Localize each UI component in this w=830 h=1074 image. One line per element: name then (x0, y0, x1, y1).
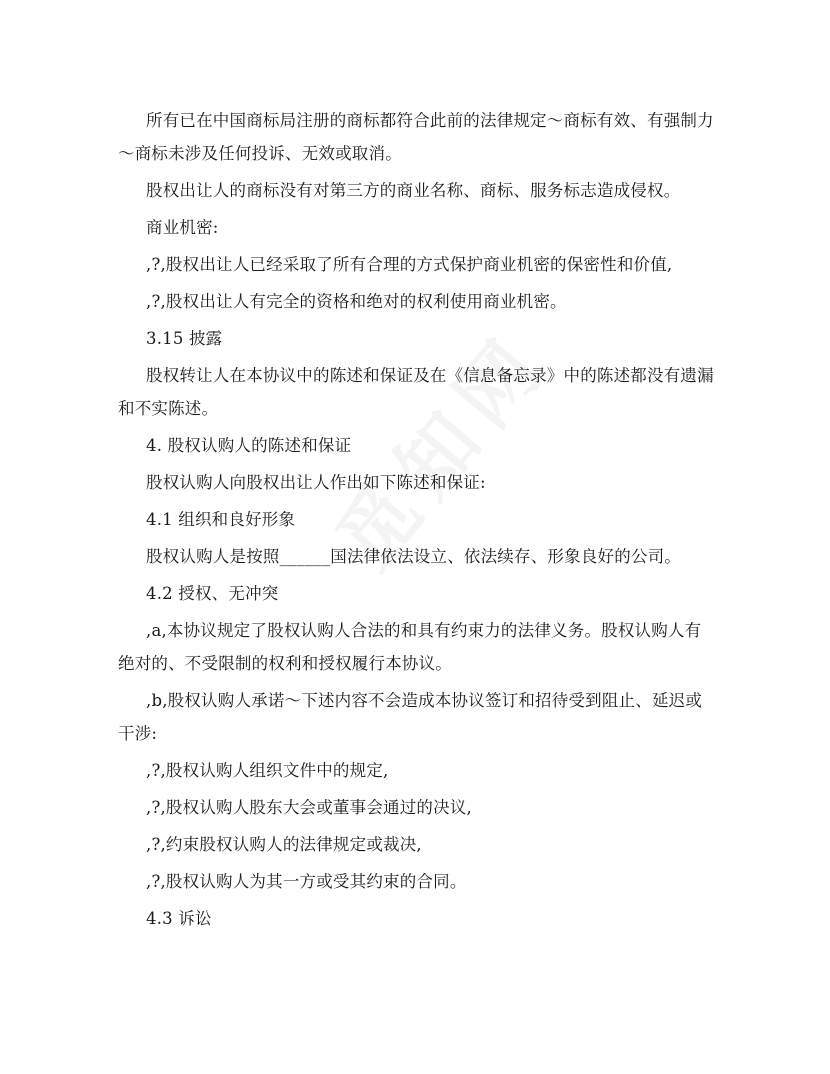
heading-trade-secrets: 商业机密: (146, 218, 219, 237)
list-item: ,?,股权认购人为其一方或受其约束的合同。 (146, 872, 467, 891)
paragraph-4-1: 股权认购人是按照______国法律依法设立、依法续存、形象良好的公司。 (146, 547, 681, 566)
list-item: ,?,约束股权认购人的法律规定或裁决, (146, 835, 422, 854)
paragraph-trademark-registered: 所有已在中国商标局注册的商标都符合此前的法律规定～商标有效、有强制力～商标未涉及任何投诉、无效或取消。 (118, 111, 714, 163)
paragraph-trademark-no-infringement: 股权出让人的商标没有对第三方的商业名称、商标、服务标志造成侵权。 (146, 181, 681, 200)
document-body (118, 104, 718, 939)
list-item: ,a,本协议规定了股权认购人合法的和具有约束力的法律义务。股权认购人有绝对的、不受限制的权利和授权履行本协议。 (118, 621, 702, 673)
heading-disclosure: 3.15 披露 (146, 329, 223, 348)
list-item: ,?,股权认购人组织文件中的规定, (146, 761, 389, 780)
list-item: ,?,股权出让人已经采取了所有合理的方式保护商业机密的保密性和价值, (146, 255, 673, 274)
list-item: ,?,股权出让人有完全的资格和绝对的权利使用商业机密。 (146, 292, 567, 311)
heading-4-1: 4.1 组织和良好形象 (146, 510, 296, 529)
paragraph-disclosure: 股权转让人在本协议中的陈述和保证及在《信息备忘录》中的陈述都没有遗漏和不实陈述。 (118, 366, 714, 418)
list-item: ,?,股权认购人股东大会或董事会通过的决议, (146, 798, 472, 817)
heading-4-2: 4.2 授权、无冲突 (146, 584, 279, 603)
paragraph-section-4-intro: 股权认购人向股权出让人作出如下陈述和保证: (146, 473, 486, 492)
heading-4-3: 4.3 诉讼 (146, 909, 212, 928)
heading-section-4: 4. 股权认购人的陈述和保证 (146, 436, 352, 455)
list-item: ,b,股权认购人承诺～下述内容不会造成本协议签订和招待受到阻止、延迟或干涉: (118, 691, 703, 743)
